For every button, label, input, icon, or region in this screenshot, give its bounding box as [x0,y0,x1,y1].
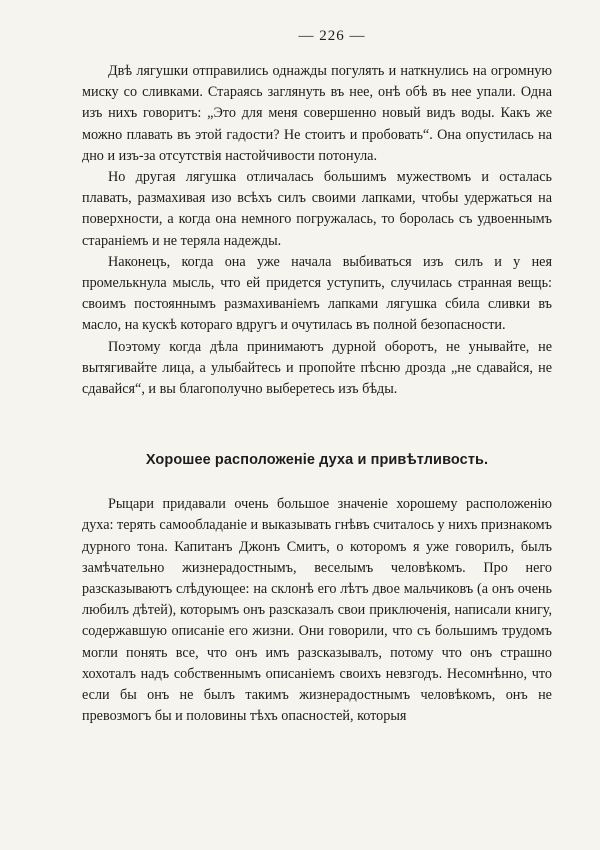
page-number: — 226 — [298,28,366,44]
section-heading: Хорошее расположеніе духа и привѣтливость. [145,452,489,469]
paragraph-moral: Поэтому когда дѣла принимаютъ дурной оборотъ, не унывайте, не вытягивайте лица, а улыбайтесь и пропойте пѣсню дрозда „не сдавайся, не сдавайся“, и вы благополучно выберетесь изъ бѣды. [82,338,552,398]
paragraph-butter: Наконецъ, когда она уже начала выбиваться изъ силъ и у нея промелькнула мысль, что ей придется уступить, случилась странная вещь: своимъ постояннымъ размахиваніемъ лапками лягушка сбила сливки въ масло, на кускѣ котораго вдругъ и очутилась въ полной безопасности. [82,253,552,334]
paragraph-frogs-intro: Двѣ лягушки отправились однажды погулять и наткнулись на огромную миску со сливками. Стараясь заглянуть въ нее, онѣ обѣ въ нее упали. Одна изъ нихъ говоритъ: „Это для меня совершенно новый видъ воды. Какъ же можно плавать въ этой гадости? Не стоитъ и пробовать“. Она опустилась на дно и изъ-за отсутствія настойчивости потонула. [82,63,552,164]
paragraph-second-frog: Но другая лягушка отличалась большимъ мужествомъ и осталась плавать, размахивая изо всѣхъ силъ своими лапками, чтобы удержаться на поверхности, а когда она немного погружалась, то боролась съ удвоеннымъ стараніемъ и не теряла надежды. [82,169,552,249]
paragraph-knights: Рыцари придавали очень большое значеніе хорошему расположенію духа: терять самообладаніе и выказывать гнѣвъ считалось у нихъ признакомъ дурного тона. Капитанъ Джонъ Смитъ, о которомъ я уже говорилъ, былъ замѣчательно жизнерадостнымъ, веселымъ человѣкомъ. Про него разсказываютъ слѣдующее: на склонѣ его лѣтъ двое мальчиковъ (а онъ очень любилъ дѣтей), которымъ онъ разсказалъ свои приключенія, написали книгу, содержавшую описаніе его жизни. Они говорили, что съ большимъ трудомъ могли понять все, что онъ имъ разсказывалъ, потому что онъ страшно хохоталъ надъ собственнымъ описаніемъ своихъ невзгодъ. Несомнѣнно, что если бы онъ не былъ такимъ жизнерадостнымъ человѣкомъ, онъ не превозмогъ бы и половины тѣхъ опасностей, которыя [82,496,552,725]
